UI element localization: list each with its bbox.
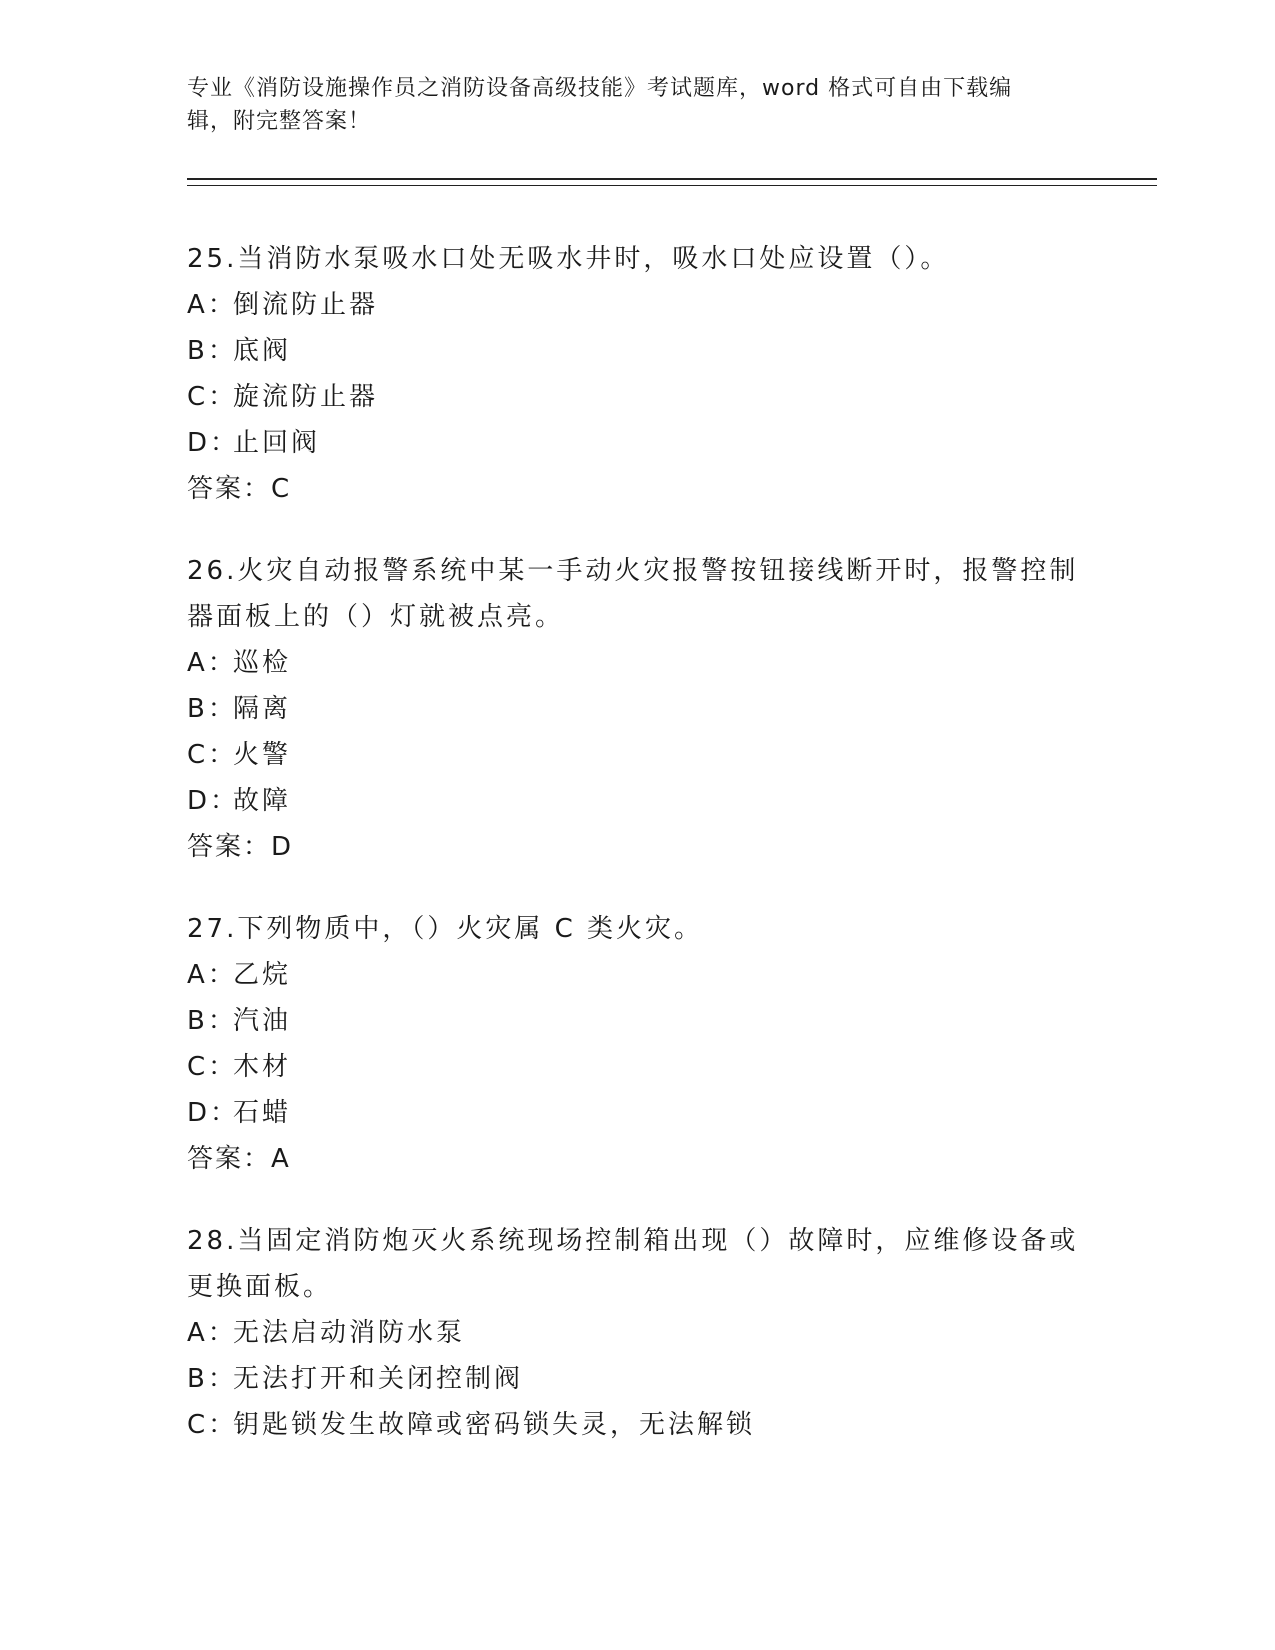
document-header <box>187 72 1087 138</box>
option-text: 故障 <box>233 786 292 816</box>
option-text: 木材 <box>233 1052 292 1082</box>
question-stem: 26.火灾自动报警系统中某一手动火灾报警按钮接线断开时，报警控制器面板上的（）灯就被点亮。 <box>187 556 1079 632</box>
option-b <box>187 998 1087 1044</box>
option-key: C： <box>187 1410 238 1440</box>
option-text: 无法打开和关闭控制阀 <box>233 1364 524 1394</box>
option-key: A： <box>187 960 237 990</box>
question-stem: 25.当消防水泵吸水口处无吸水井时，吸水口处应设置（）。 <box>187 244 950 274</box>
option-c <box>187 1402 1087 1448</box>
question-stem: 27.下列物质中，（）火灾属 C 类火灾。 <box>187 914 704 944</box>
option-key: D： <box>187 1098 240 1128</box>
option-d <box>187 778 1087 824</box>
answer-line: 答案：D <box>187 832 294 862</box>
option-key: A： <box>187 1318 237 1348</box>
option-key: C： <box>187 382 238 412</box>
option-key: B： <box>187 336 237 366</box>
question-28 <box>187 1218 1087 1448</box>
answer-line: 答案：A <box>187 1144 291 1174</box>
option-b <box>187 686 1087 732</box>
option-key: B： <box>187 694 237 724</box>
header-divider <box>187 178 1157 186</box>
option-a <box>187 282 1087 328</box>
option-a <box>187 1310 1087 1356</box>
option-text: 旋流防止器 <box>233 382 379 412</box>
option-key: C： <box>187 1052 238 1082</box>
option-text: 石蜡 <box>233 1098 292 1128</box>
option-key: A： <box>187 648 237 678</box>
header-line-2: 辑，附完整答案！ <box>187 109 372 134</box>
option-key: D： <box>187 786 240 816</box>
option-a <box>187 640 1087 686</box>
option-text: 巡检 <box>233 648 292 678</box>
option-text: 倒流防止器 <box>233 290 379 320</box>
option-c <box>187 374 1087 420</box>
option-text: 无法启动消防水泵 <box>233 1318 466 1348</box>
option-d <box>187 420 1087 466</box>
option-c <box>187 732 1087 778</box>
option-key: A： <box>187 290 237 320</box>
option-c <box>187 1044 1087 1090</box>
option-key: D： <box>187 428 240 458</box>
option-text: 乙烷 <box>233 960 292 990</box>
option-key: B： <box>187 1364 237 1394</box>
question-list <box>187 236 1087 1484</box>
option-text: 钥匙锁发生故障或密码锁失灵，无法解锁 <box>233 1410 756 1440</box>
header-line-1: 专业《消防设施操作员之消防设备高级技能》考试题库，word 格式可自由下载编 <box>187 76 1013 101</box>
option-a <box>187 952 1087 998</box>
option-text: 底阀 <box>233 336 292 366</box>
option-d <box>187 1090 1087 1136</box>
option-text: 止回阀 <box>233 428 321 458</box>
option-key: B： <box>187 1006 237 1036</box>
option-key: C： <box>187 740 238 770</box>
question-stem: 28.当固定消防炮灭火系统现场控制箱出现（）故障时，应维修设备或更换面板。 <box>187 1226 1079 1302</box>
option-text: 隔离 <box>233 694 292 724</box>
option-text: 火警 <box>233 740 292 770</box>
answer-line: 答案：C <box>187 474 292 504</box>
option-b <box>187 1356 1087 1402</box>
question-25 <box>187 236 1087 512</box>
option-b <box>187 328 1087 374</box>
question-27 <box>187 906 1087 1182</box>
question-26 <box>187 548 1087 870</box>
option-text: 汽油 <box>233 1006 292 1036</box>
